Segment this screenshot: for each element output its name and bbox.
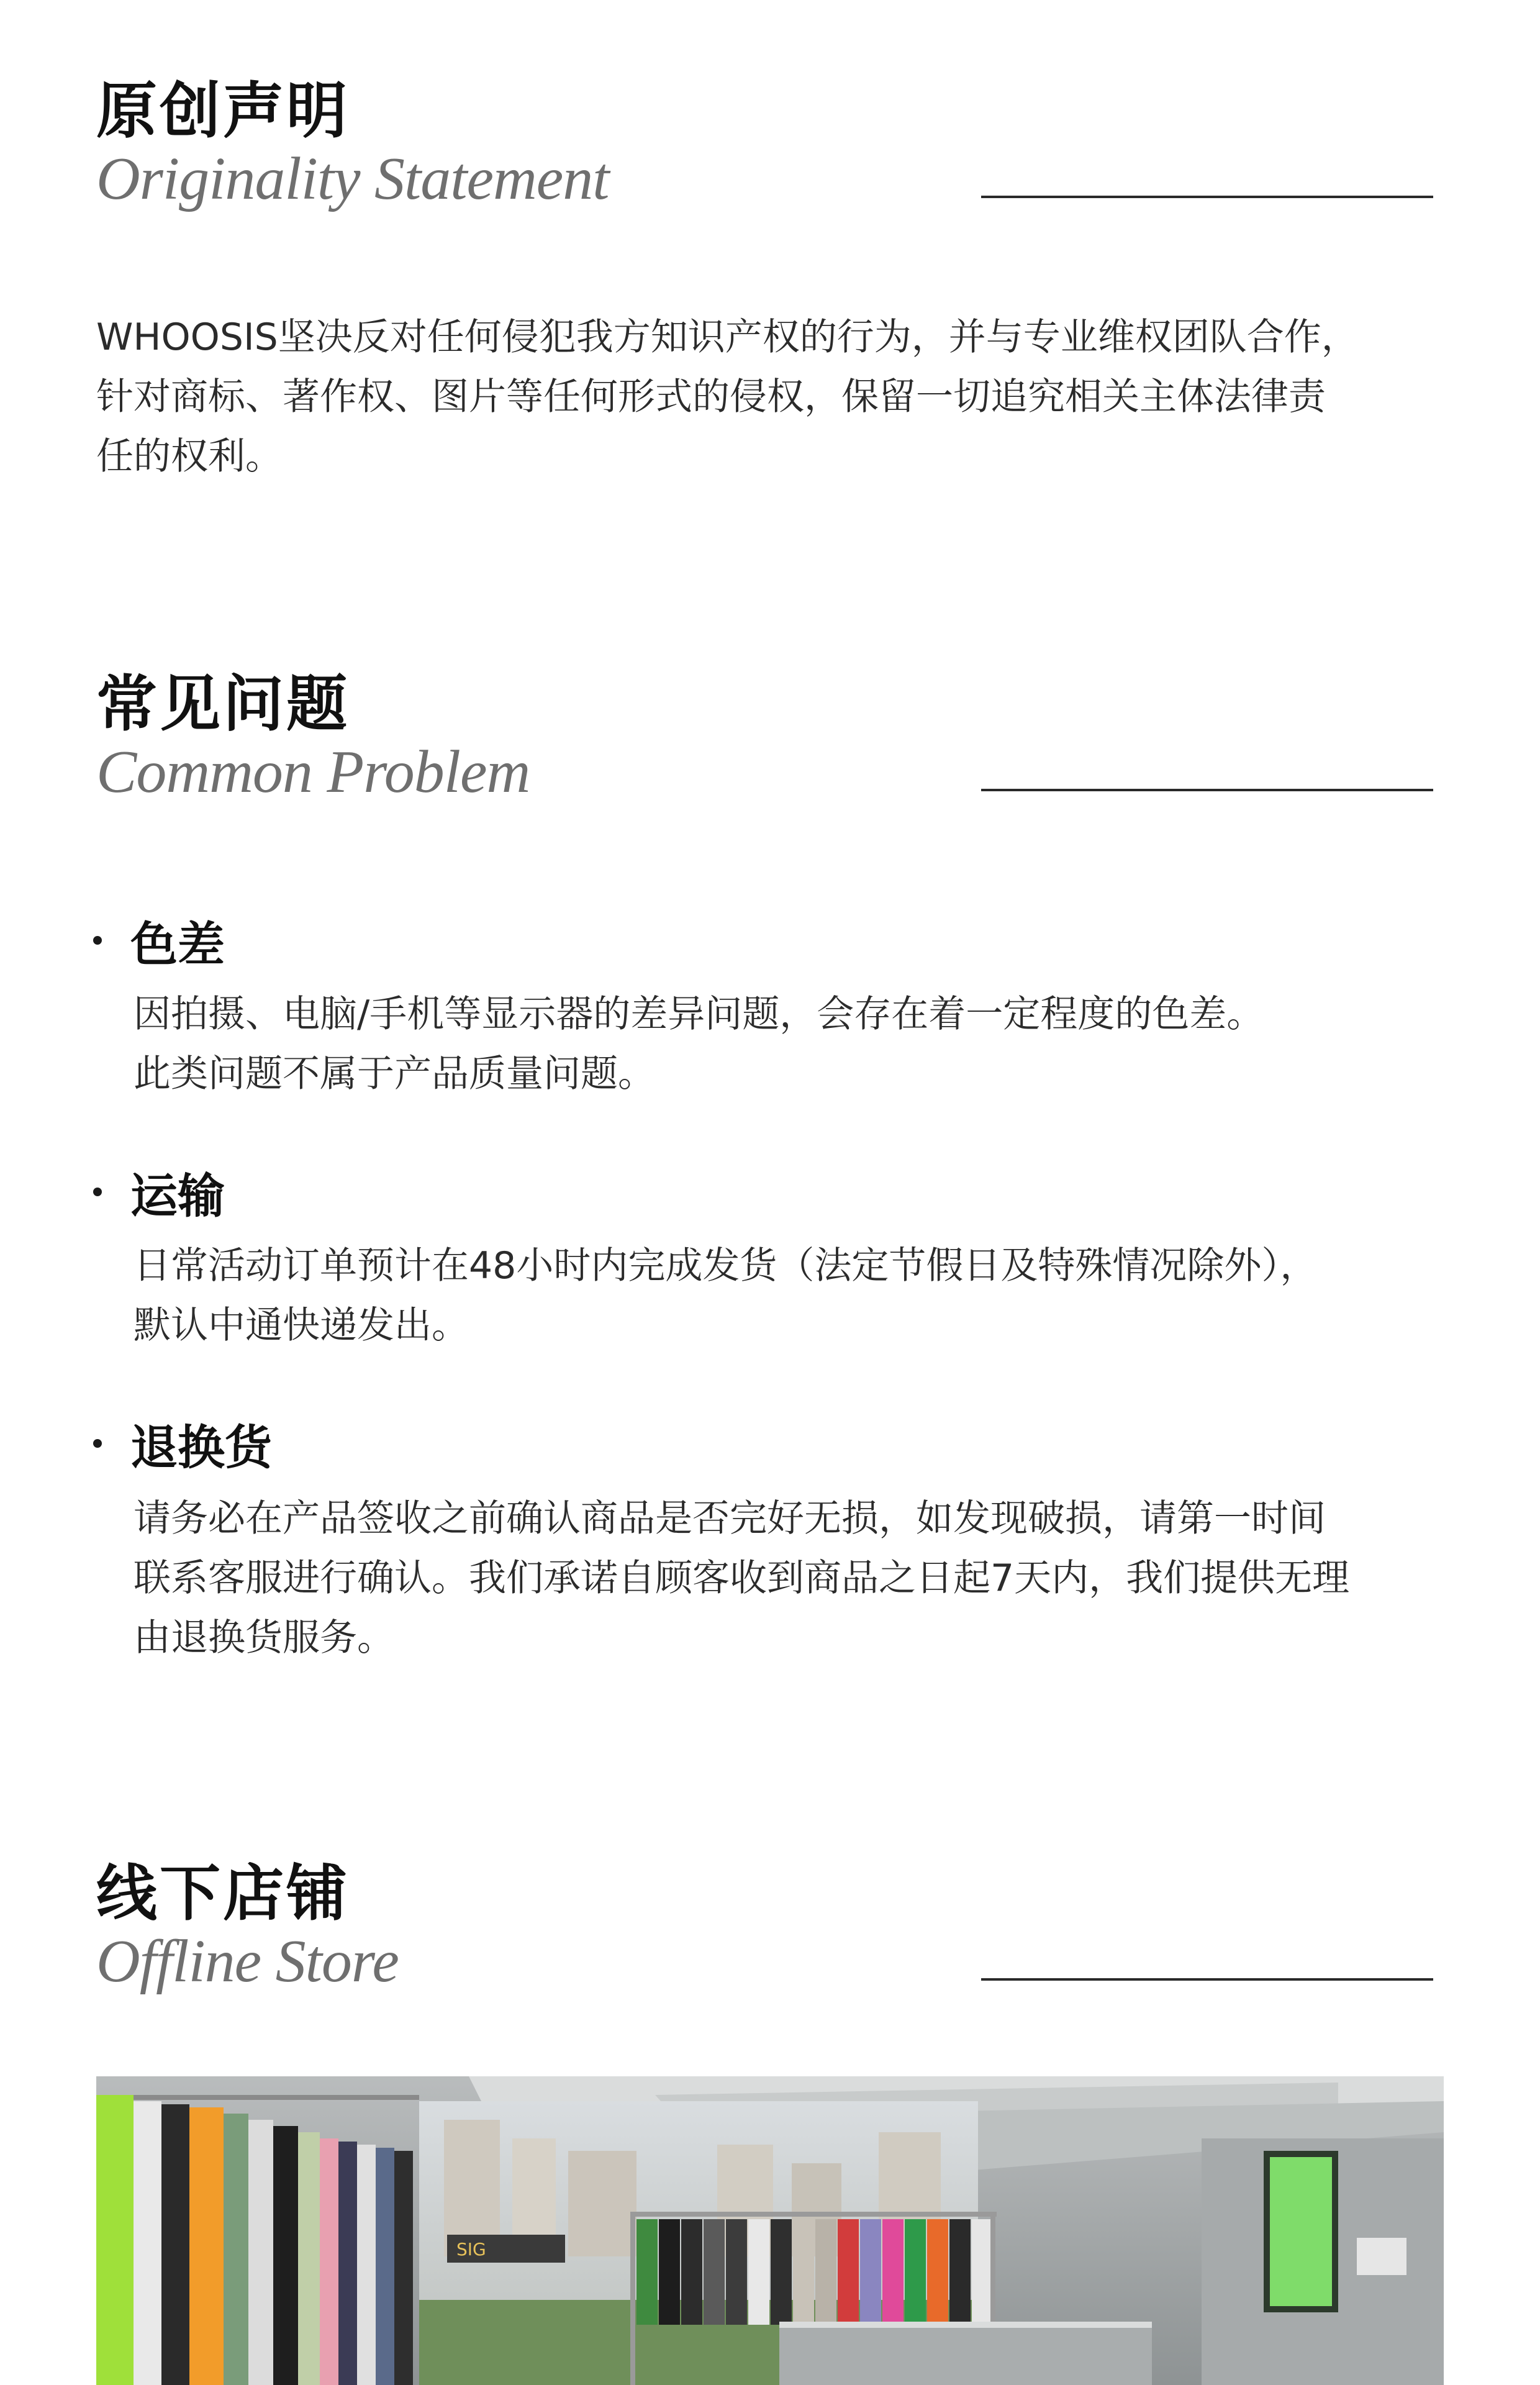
originality-section: [96, 62, 1444, 497]
faq-item-title: 色差: [130, 917, 225, 972]
faq-item-title: 退换货: [130, 1420, 272, 1475]
bullet-icon: [93, 1188, 102, 1196]
originality-line: WHOOSIS坚决反对任何侵犯我方知识产权的行为，并与专业维权团队合作，: [96, 316, 1359, 359]
title-divider: [981, 196, 1433, 198]
faq-item-title: 运输: [130, 1168, 225, 1224]
bullet-icon: [93, 1439, 102, 1448]
faq-item-line: 因拍摄、电脑/手机等显示器的差异问题，会存在着一定程度的色差。: [134, 993, 1264, 1036]
faq-item-line: 由退换货服务。: [134, 1616, 394, 1660]
faq-item-line: 此类问题不属于产品质量问题。: [134, 1052, 655, 1096]
section-title-cn: 原创声明: [96, 76, 350, 147]
bullet-icon: [93, 936, 102, 945]
store-section: [96, 1845, 1444, 2050]
section-title-en: Originality Statement: [96, 145, 609, 212]
title-divider: [981, 1978, 1433, 1981]
store-sign-text: SIG: [456, 2239, 486, 2260]
faq-item-line: 默认中通快递发出。: [134, 1304, 469, 1347]
faq-item-line: 日常活动订单预计在48小时内完成发货（法定节假日及特殊情况除外），: [134, 1244, 1318, 1288]
section-title-en: Common Problem: [96, 738, 530, 806]
title-divider: [981, 789, 1433, 791]
section-title-cn: 线下店铺: [96, 1858, 350, 1929]
section-title-en: Offline Store: [96, 1928, 399, 1995]
section-title-cn: 常见问题: [96, 669, 350, 740]
faq-item-line: 请务必在产品签收之前确认商品是否完好无损，如发现破损，请第一时间: [134, 1497, 1326, 1540]
store-photo: [96, 2076, 1444, 2385]
originality-line: 任的权利。: [96, 435, 283, 478]
originality-line: 针对商标、著作权、图片等任何形式的侵权，保留一切追究相关主体法律责: [96, 375, 1326, 419]
faq-section: [96, 655, 1444, 1711]
faq-item-line: 联系客服进行确认。我们承诺自顾客收到商品之日起7天内，我们提供无理: [134, 1556, 1350, 1600]
